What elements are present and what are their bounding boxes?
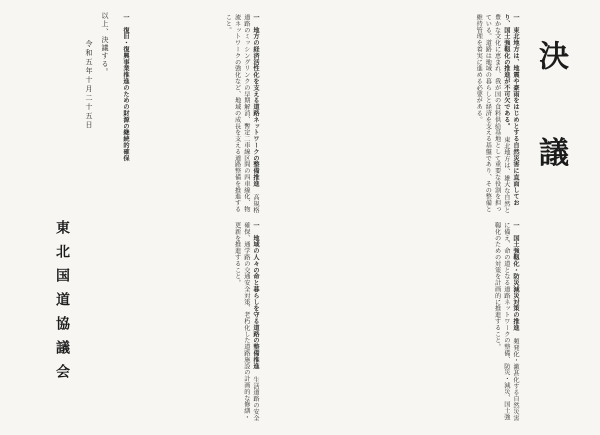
clause-title-5: 一 復旧・復興事業推進のための財源の継続的確保	[122, 14, 129, 162]
clause-title-2: 一 国土強靱化・防災減災対策の推進	[512, 222, 519, 331]
resolution-date: 令和五年十月二十五日	[85, 40, 93, 130]
clause-body-4: 生活道路の安全確保、通学路の交通安全対策、老朽化した道路施設の計画的な修繕・更新を推進すること。	[233, 222, 259, 422]
clause-title-1: 一 東北地方は、地震や豪雨をはじめとする自然災害に直面しており、国土強靱化の推進が不可欠である。	[502, 14, 519, 206]
clause-block-1	[270, 14, 520, 214]
clause-title-4: 一 地域の人々の命と暮らしを守る道路の整備推進	[252, 222, 259, 370]
clause-block-5	[116, 14, 130, 214]
clause-block-2	[270, 222, 520, 422]
document-title: 決 議	[533, 40, 568, 195]
closing-text: 以上、決議する。	[101, 12, 109, 76]
clause-body-2: 頻発化・激甚化する自然災害に備え、命の道となる道路ネットワークの整備、防災・減災、国土強靱化のための対策を計画的に推進すること。	[493, 222, 519, 422]
clause-block-4	[140, 222, 260, 422]
organization-name: 東北国道協議会	[54, 220, 70, 388]
clause-block-3	[140, 14, 260, 214]
clause-title-3: 一 地方の経済活性化を支える道路ネットワークの整備推進	[252, 14, 259, 187]
clause-body-3: 高規格道路のミッシングリンクの早期解消、暫定二車線区間の四車線化、物流ネットワークの強化など、地域の成長を支える道路整備を推進すること。	[224, 14, 259, 214]
clause-body-1: 東北地方は、雄大な自然と豊かな文化に恵まれ、我が国の食料供給基地として重要な役割を担っている。道路は地域の暮らしと経済を支える基盤であり、その整備と維持管理を着実に進める必要がある。	[475, 14, 510, 214]
